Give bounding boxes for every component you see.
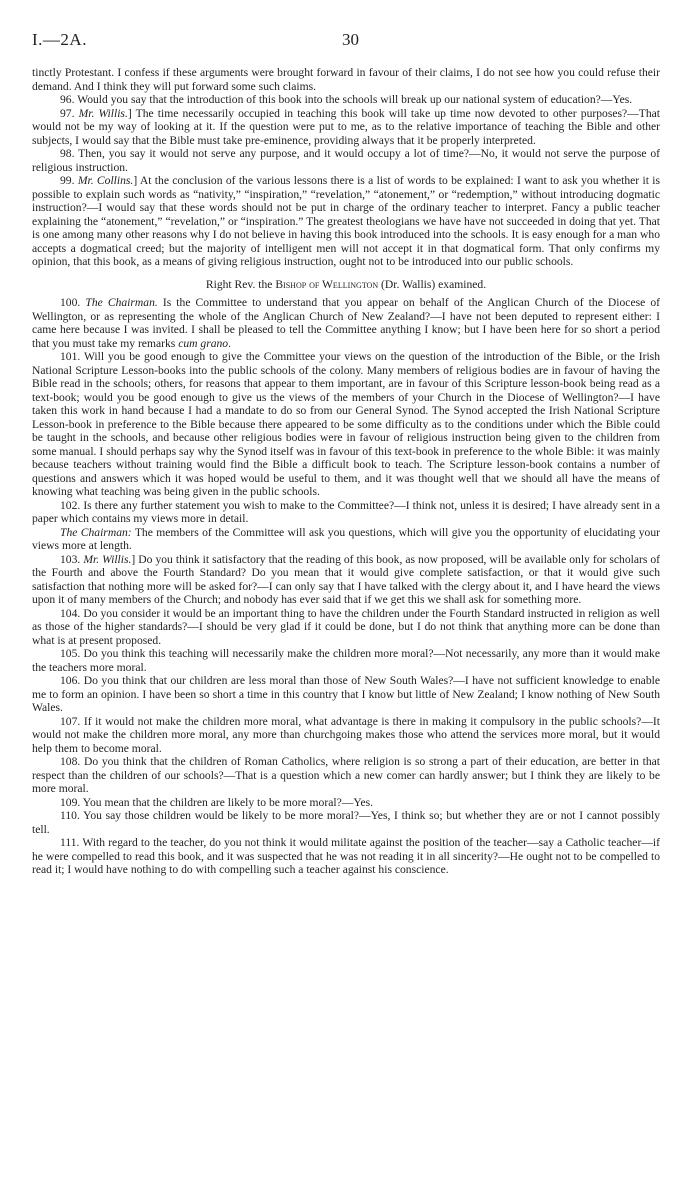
question-111 bbox=[32, 836, 660, 877]
question-number: 108. bbox=[60, 755, 81, 768]
question-text: Do you think that our children are less moral than those of New South Wales?—I have not sufficient knowledge to enable me to form an opinion. I have been so short a time in this country that I know but little of New Zealand; I know nothing of New South Wales. bbox=[32, 674, 660, 714]
question-text: Is the Committee to understand that you appear on behalf of the Anglican Church of the Diocese of Wellington, or as representing the whole of the Anglican Church of New Zealand?—I have not been deputed to represent either: I came here because I was invited. I shall be pleased to tell the Committee anything I know; but I have been here for so short a period that you must take my remarks bbox=[32, 296, 660, 350]
question-97 bbox=[32, 107, 660, 148]
page-header bbox=[32, 30, 672, 50]
question-text: Is there any further statement you wish to make to the Committee?—I think not, unless it is desired; I have already sent in a paper which contains my views more in detail. bbox=[32, 498, 660, 525]
witness-title: Bishop of Wellington bbox=[275, 277, 379, 291]
question-text: Will you be good enough to give the Committee your views on the question of the introduction of the Bible, or the Irish National Scripture Lesson-books into the public schools of the colony. Many members of religious bodies are in favour of having the Bible read in the schools; others, for reasons that appear to them important, are in favour of this Scripture lesson-book being read as a text-book; would you be good enough to give us the views of the members of your Church in the Diocese of Wellington?—I have taken this work in hand because I had a mandate to do so from our General Synod. The Synod accepted the Irish National Scripture Lesson-book in preference to the Bible because there appeared to be some difficulty as to the conditions under which the Bible could be taught in the schools, and because other religious bodies were in favour of religious instruction being given to the children from some manual. I should perhaps say why the Synod itself was in favour of this text-book in preference to the whole Bible: it was mainly because teachers without training would find the Bible a difficult book to teach. The Scripture lesson-book contains a number of questions and answers which it was hoped would be useful to them, and it was thought well that we should all have the means of knowing what teaching was being given in the public schools. bbox=[32, 350, 660, 498]
page-number: 30 bbox=[342, 30, 359, 49]
heading-prefix: Right Rev. the bbox=[205, 277, 276, 291]
question-number: 96. bbox=[60, 93, 75, 106]
speaker-name: Mr. Collins. bbox=[77, 174, 134, 187]
question-text: You mean that the children are likely to be more moral?—Yes. bbox=[80, 795, 374, 809]
question-number: 111. bbox=[60, 836, 80, 849]
document-reference: I.—2A. bbox=[32, 30, 87, 49]
question-number: 109. bbox=[60, 795, 81, 809]
question-number: 98. bbox=[60, 147, 75, 160]
question-96 bbox=[32, 93, 660, 107]
question-102 bbox=[32, 499, 660, 526]
question-100 bbox=[32, 296, 660, 350]
question-text: Do you consider it would be an important thing to have the children under the Fourth Standard instructed in religion as well as those of the higher standards?—I should be very glad if it could be done, but I do not think that anything more can be done than what is at present proposed. bbox=[32, 606, 660, 647]
question-105 bbox=[32, 647, 660, 674]
question-text: ] Do you think it satisfactory that the reading of this book, as now proposed, will be available only for scholars of the Fourth and above the Fourth Standard? Do you mean that it would give complete satisfaction, or that it would give such satisfaction that nothing more will be asked for?—I can only say that I have talked with the clergy about it, and I have heard the views upon it of many members of the Church; and nobody has ever said that if we get this we shall ask for something more. bbox=[32, 552, 661, 606]
question-number: 97. bbox=[60, 106, 75, 120]
question-101 bbox=[32, 350, 660, 499]
question-number: 106. bbox=[60, 674, 81, 687]
remark-text: The members of the Committee will ask you questions, which will give you the opportunity of elucidating your views more at length. bbox=[32, 525, 660, 552]
question-104 bbox=[32, 607, 660, 648]
question-110 bbox=[32, 809, 660, 836]
question-number: 99. bbox=[60, 174, 75, 187]
heading-suffix: (Dr. Wallis) examined. bbox=[378, 277, 487, 291]
question-text: ] The time necessarily occupied in teaching this book will take up time now devoted to other purposes?—That would not be my way of looking at it. If the question were put to me, as to the relative importance of teaching the Bible and other subjects, I would say that the Bible must take pre-eminence, providing always that it be properly interpreted. bbox=[32, 106, 660, 147]
sentence-end: . bbox=[228, 336, 232, 350]
question-text: ] At the conclusion of the various lessons there is a list of words to be explained: I want to ask you whether it is possible to explain such words as “nativity,” “inspiration,” “revelation,” “atonement,” or “redemption,” without introducing dogmatic instruction?—I would say that these words should not be put in charge of the ordinary teacher to interpret. Fancy a public teacher explaining the “atonement,” “revelation,” or “inspiration.” The greatest theologians we have have not succeeded in doing that yet. That is one among many other reasons why I do not believe in having this book introduced into the schools. It is easy enough for a man who accepts a dogmatical creed; but the majority of intelligent men will not accept it in that dogmatical form. That only confirms my opinion, that this book, as a means of giving religious instruction, ought not to be introduced into our public schools. bbox=[32, 174, 660, 268]
question-108 bbox=[32, 755, 660, 796]
question-number: 103. bbox=[60, 552, 81, 566]
speaker-name: The Chairman: bbox=[60, 525, 132, 539]
question-number: 107. bbox=[60, 714, 81, 728]
paragraph-continuation bbox=[32, 66, 660, 93]
question-number: 100. bbox=[60, 296, 81, 309]
question-number: 101. bbox=[60, 350, 81, 363]
question-text: If it would not make the children more moral, what advantage is there in making it compulsory in the public schools?—It would not make the children more moral, any more than churchgoing makes those who attend the services more moral, but it would help them to become moral. bbox=[32, 714, 660, 755]
evidence-text bbox=[32, 66, 660, 877]
question-text: Then, you say it would not serve any purpose, and it would occupy a lot of time?—No, it would not serve the purpose of religious instruction. bbox=[32, 147, 660, 174]
question-107 bbox=[32, 715, 660, 756]
question-number: 105. bbox=[60, 647, 81, 660]
question-text: With regard to the teacher, do you not think it would militate against the position of the teacher—say a Catholic teacher—if he were compelled to read this book, and it was suspected that he was not reading it in all sincerity?—He ought not to be compelled to read it; I would have nothing to do with compelling such a teacher against his conscience. bbox=[32, 836, 660, 876]
witness-heading bbox=[32, 278, 660, 292]
question-99 bbox=[32, 174, 660, 269]
paragraph-text: tinctly Protestant. I confess if these arguments were brought forward in favour of their claims, I do not see how you could refuse their demand. And I think they will put forward some such claims. bbox=[32, 66, 660, 93]
chairman-remark bbox=[32, 526, 660, 553]
question-number: 104. bbox=[60, 606, 81, 620]
speaker-name: Mr. Willis. bbox=[83, 552, 132, 566]
question-98 bbox=[32, 147, 660, 174]
latin-phrase: cum grano bbox=[178, 336, 229, 350]
speaker-name: The Chairman. bbox=[85, 296, 158, 309]
question-text: Would you say that the introduction of this book into the schools will break up our national system of education?—Yes. bbox=[74, 93, 633, 106]
question-text: Do you think that the children of Roman Catholics, where religion is so strong a part of their education, are better in that respect than the children of our schools?—That is a question which a new comer can hardly answer; but I think they are likely to be more moral. bbox=[32, 755, 660, 795]
question-103 bbox=[32, 553, 660, 607]
speaker-name: Mr. Willis. bbox=[78, 106, 128, 120]
question-text: You say those children would be likely to be more moral?—Yes, I think so; but whether they are or not I cannot possibly tell. bbox=[32, 809, 660, 836]
question-number: 110. bbox=[60, 809, 80, 822]
question-106 bbox=[32, 674, 660, 715]
question-number: 102. bbox=[60, 498, 81, 512]
question-109 bbox=[32, 796, 660, 810]
question-text: Do you think this teaching will necessarily make the children more moral?—Not necessarily, any more than it would make the teachers more moral. bbox=[32, 647, 660, 674]
